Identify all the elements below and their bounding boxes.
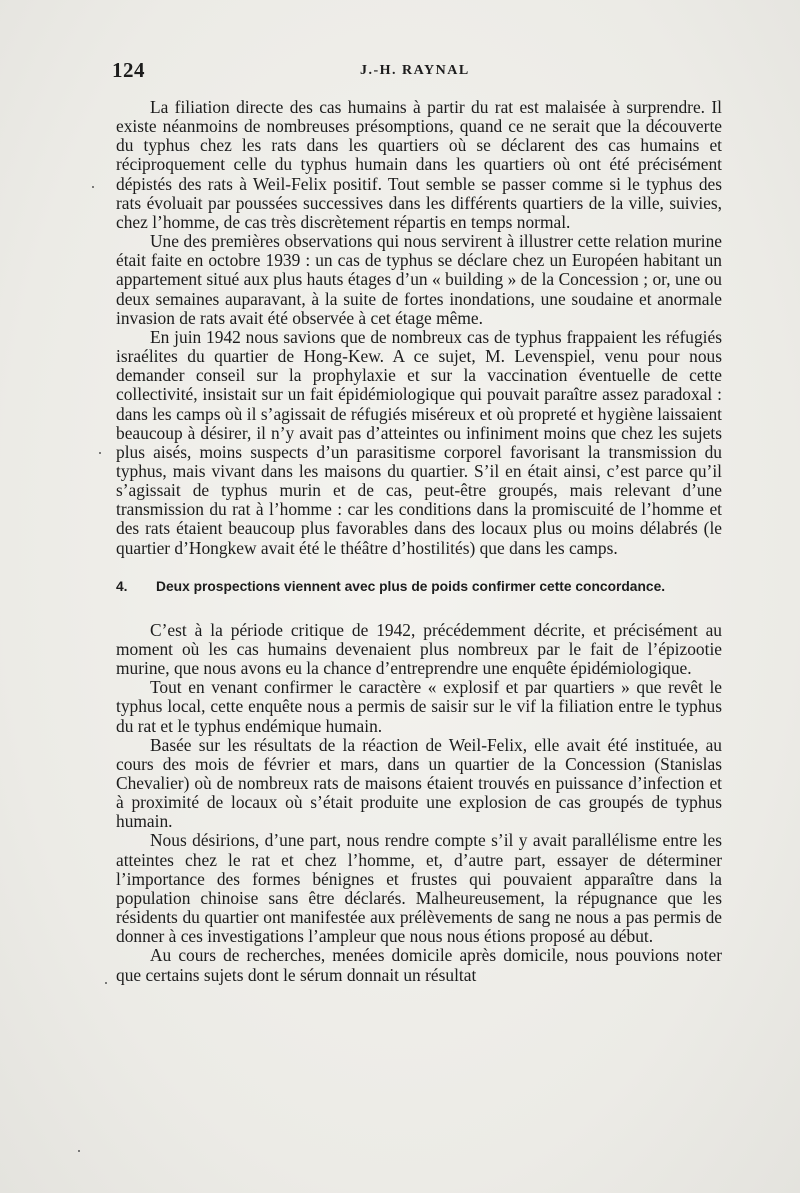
heading-spacer: [116, 595, 722, 621]
scan-speck: [105, 982, 107, 984]
body-text: [116, 98, 722, 985]
page-header: [108, 58, 722, 90]
paragraph-first-observation: Une des premières observations qui nous servirent à illustrer cette relation murine était faite en octobre 1939 : un cas de typhus se déclare chez un Européen habitant un appartement situé aux plus hauts étages d’un « building » de la Concession ; or, une ou deux semaines auparavant, à la suite de fortes inondations, une soudaine et anormale invasion de rats avait été observée à cet étage même.: [116, 231, 722, 328]
scan-speck: [78, 1150, 80, 1152]
section-title: Deux prospections viennent avec plus de poids confirmer cette concordance.: [156, 578, 666, 594]
paragraph-critical-period: C’est à la période critique de 1942, précédemment décrite, et précisément au moment où les cas humains devenaient plus nombreux par le fait de l’épizootie murine, que nous avons eu la chance d’entreprendre une enquête épidémiologique.: [116, 619, 722, 679]
running-head-author: J.-H. RAYNAL: [360, 63, 470, 78]
section-heading: 4. Deux prospections viennent avec plus de poids confirmer cette concordance.: [116, 578, 666, 594]
page-number: 124: [112, 58, 145, 82]
paragraph-research: Au cours de recherches, menées domicile après domicile, nous pouvions noter que certains sujets dont le sérum donnait un résultat: [116, 945, 722, 985]
paragraph-weil-felix: Basée sur les résultats de la réaction de Weil-Felix, elle avait été instituée, au cours des mois de février et mars, dans un quartier de la Concession (Stanislas Chevalier) où de nombreux rats de maisons étaient trouvés en puissance d’infection et à proximité de locaux où s’était produite une explosion de cas groupés de typhus humain.: [116, 734, 722, 832]
scan-speck: [99, 452, 101, 454]
paragraph-filiation: La filiation directe des cas humains à partir du rat est malaisée à surprendre. Il existe néanmoins de nombreuses présomptions, quand ce ne serait que la découverte du typhus chez les rats dans les quartiers où se déclarent des cas humains et réciproquement celle du typhus humain dans les quartiers où ont été précisément dépistés des rats à Weil-Felix positif. Tout semble se passer comme si le typhus des rats évoluait par poussées successives dans les différents quartiers de la ville, suivies, chez l’homme, de cas très discrètement répartis en temps normal.: [116, 97, 722, 232]
paragraph-explosive-character: Tout en venant confirmer le caractère « explosif et par quartiers » que revêt le typhus local, cette enquête nous a permis de saisir sur le vif la filiation entre le typhus du rat et le typhus endémique humain.: [116, 677, 722, 736]
scan-speck: [92, 186, 94, 188]
paragraph-parallelism: Nous désirions, d’une part, nous rendre compte s’il y avait parallélisme entre les atteintes chez le rat et chez l’homme, et, d’autre part, essayer de déterminer l’importance des formes bénignes et frustes qui pouvaient apparaître dans la population chinoise sans être déclarés. Malheureusement, la répugnance que les résidents du quartier ont manifestée aux prélèvements de sang ne nous a pas permis de donner à ces investigations l’ampleur que nous nous étions proposé au début.: [116, 830, 722, 947]
paragraph-hong-kew: En juin 1942 nous savions que de nombreux cas de typhus frappaient les réfugiés israélites du quartier de Hong-Kew. A ce sujet, M. Levenspiel, venu pour nous demander conseil sur la prophylaxie et sur la vaccination éventuelle de cette collectivité, insistait sur un fait épidémiologique qui pouvait paraître assez paradoxal : dans les camps où il s’agissait de réfugiés miséreux et où propreté et hygiène laissaient beaucoup à désirer, il n’y avait pas d’atteintes ou infiniment moins que chez les sujets plus aisés, moins suspects d’un parasitisme corporel favorisant la transmission du typhus, mais vivant dans les maisons du quartier. S’il en était ainsi, c’est parce qu’il s’agissait de typhus murin et de cas, peut-être groupés, mais relevant d’une transmission du rat à l’homme : car les conditions dans la promiscuité de l’homme et des rats étaient beaucoup plus favorables dans des locaux plus ou moins délabrés (le quartier d’Hongkew avait été le théâtre d’hostilités) que dans les camps.: [116, 326, 722, 558]
